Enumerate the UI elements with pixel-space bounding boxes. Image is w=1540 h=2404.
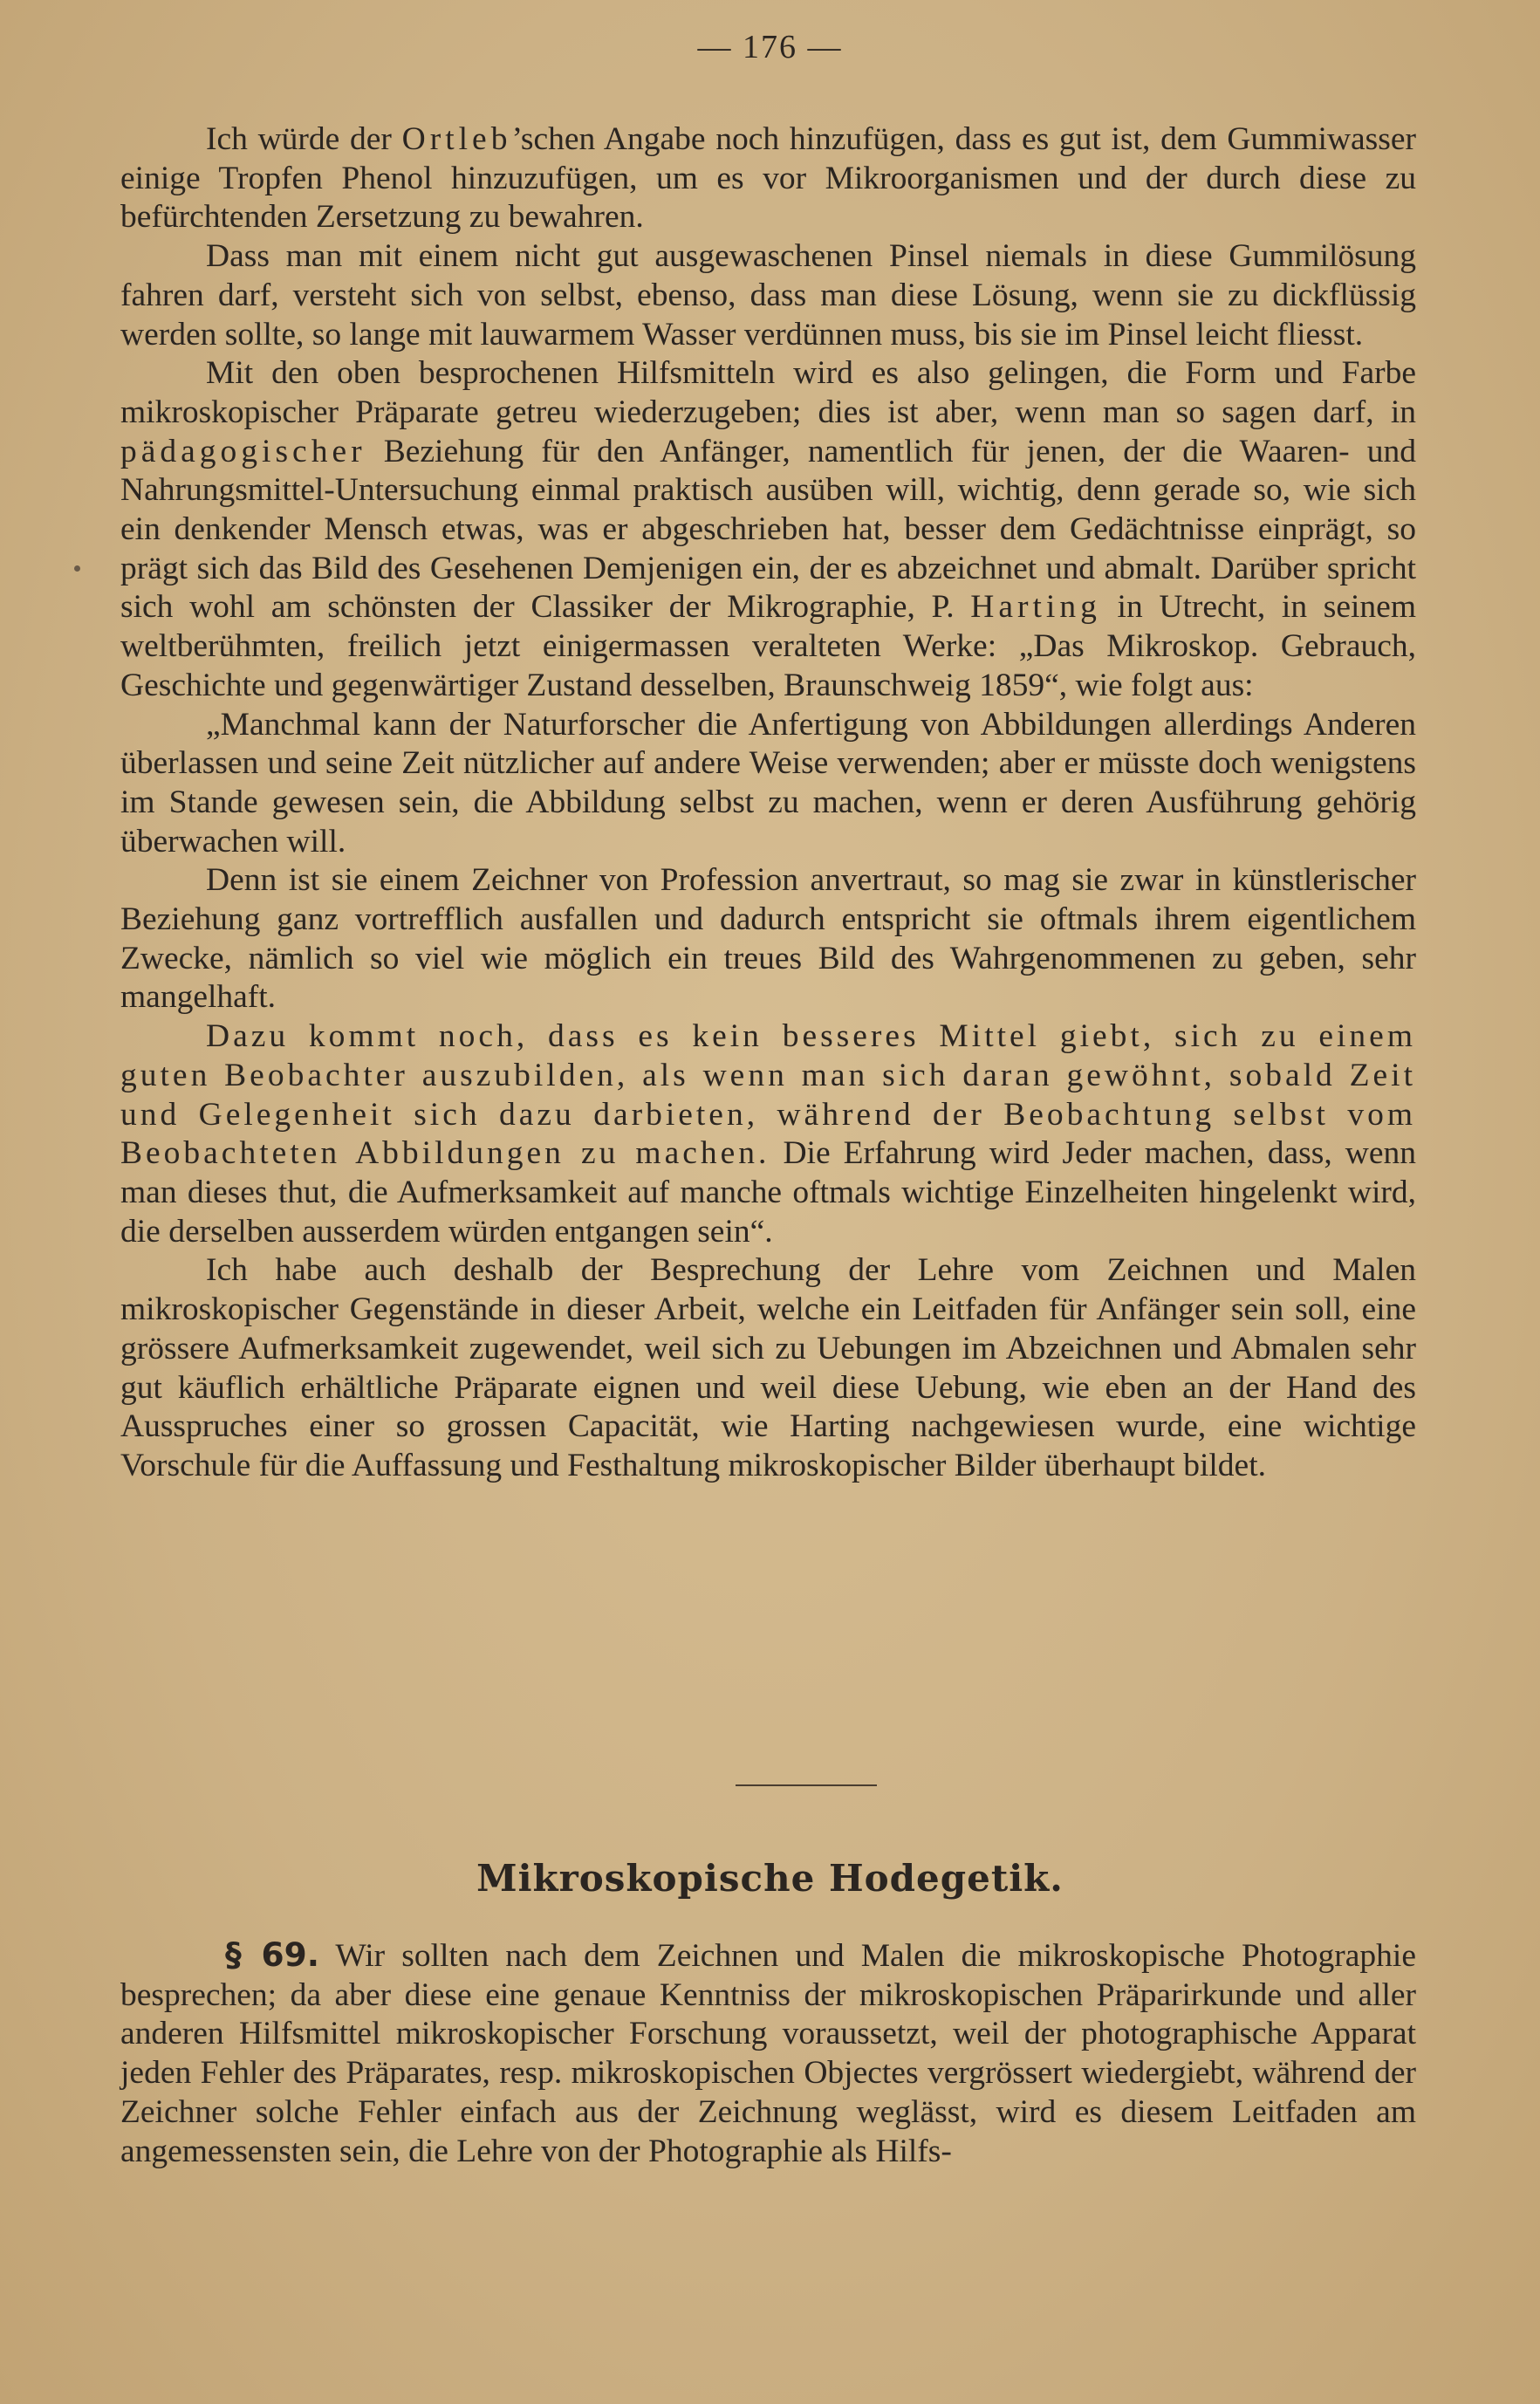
text-run: Wir sollten nach dem Zeichnen und Malen die mikroskopische Photographie besprechen; da aber diese eine genaue Kenntniss der mikroskopischen Präparirkunde und aller anderen Hilfsmittel mikroskopischer Forschung voraussetzt, weil der photographische Apparat jeden Fehler des Präparates, resp. mikroskopischen Objectes vergrössert wiedergiebt, während der Zeichner solche Fehler einfach aus der Zeichnung weglässt, wird es diesem Leitfaden am angemessensten sein, die Lehre von der Photographie als Hilfs- [120, 1938, 1416, 2169]
text-run: Mit den oben besprochenen Hilfsmitteln wird es also gelingen, die Form und Farbe mikroskopischer Präparate getreu wiederzugeben; dies ist aber, wenn man so sagen darf, in [120, 355, 1416, 430]
text-run: Beziehung für den Anfänger, namentlich für jenen, der die Waaren- und Nahrungsmittel-Untersuchung einmal praktisch ausüben will, wichtig, denn gerade so, wie sich ein denkender Mensch etwas, was er abgeschrieben hat, besser dem Gedächtnisse einprägt, so prägt sich das Bild des Gesehenen Demjenigen ein, der es abzeichnet und abmalt. Darüber spricht sich wohl am schönsten der Classiker der Mikrographie, P. [120, 433, 1416, 626]
page-number: — 176 — [697, 29, 843, 65]
quote-paragraph-1: „Manchmal kann der Naturforscher die Anfertigung von Abbildungen allerdings Anderen überlassen und seine Zeit nützlicher auf andere Weise verwenden; aber er müsste doch wenigstens im Stande gewesen sein, die Abbildung selbst zu machen, wenn er deren Ausführung gehörig überwachen will. [120, 706, 1416, 860]
section-heading: Mikroskopische Hodegetik. [476, 1857, 1064, 1900]
margin-mark [74, 565, 80, 572]
paragraph-pedagogy [120, 354, 1416, 705]
quote-paragraph-2: Denn ist sie einem Zeichner von Profession anvertraut, so mag sie zwar in künstlerischer Beziehung ganz vortrefflich ausfallen und dadurch entspricht sie oftmals ihrem eigentlichem Zwecke, nämlich so viel wie möglich ein treues Bild des Wahrgenommenen zu geben, sehr mangelhaft. [120, 862, 1416, 1016]
paragraph-number: § 69. [225, 1935, 319, 1974]
text-run: in Utrecht, in seinem weltberühmten, freilich jetzt einigermassen veralteten Werke: „Das Mikroskop. Gebrauch, Geschichte und gegenwärtiger Zustand desselben, Braunschweig 1859“, wie folgt aus: [120, 589, 1416, 703]
paragraph-brush: Dass man mit einem nicht gut ausgewaschenen Pinsel niemals in diese Gummilösung fahren darf, versteht sich von selbst, ebenso, dass man diese Lösung, wenn sie zu dickflüssig werden sollte, so lange mit lauwarmem Wasser verdünnen muss, bis sie im Pinsel leicht fliesst. [120, 238, 1416, 353]
quote-paragraph-3 [120, 1017, 1416, 1251]
emphasis-paedagogisch: pädagogischer [120, 433, 366, 469]
paragraph-conclusion: Ich habe auch deshalb der Besprechung der Lehre vom Zeichnen und Malen mikroskopischer Gegenstände in dieser Arbeit, welche ein Leitfaden für Anfänger sein soll, eine grössere Aufmerksamkeit zugewendet, weil sich zu Uebungen im Abzeichnen und Abmalen sehr gut käuflich erhältliche Präparate eignen und weil diese Uebung, wie eben an der Hand des Ausspruches einer so grossen Capacität, wie Harting nachgewiesen wurde, eine wichtige Vorschule für die Auffassung und Festhaltung mikroskopischer Bilder überhaupt bildet. [120, 1252, 1416, 1483]
text-run: ’schen Angabe noch hinzufügen, dass es gut ist, dem Gummiwasser einige Tropfen Phenol hinzuzufügen, um es vor Mikroorganismen und der durch diese zu befürchtenden Zersetzung zu bewahren. [120, 121, 1416, 236]
paragraph-ortleb [120, 120, 1416, 237]
text-run: Ich würde der [206, 121, 402, 157]
emphasis-quote: Dazu kommt noch, dass es kein besseres Mittel giebt, sich zu einem guten Beobachter auszubilden, als wenn man sich daran gewöhnt, sobald Zeit und Gelegenheit sich dazu darbieten, während der Beobachtung selbst vom Beobachteten Abbildungen zu machen. [120, 1018, 1416, 1172]
section-body [120, 1935, 1416, 2171]
text-run: Die Erfahrung wird Jeder machen, dass, wenn man dieses thut, die Aufmerksamkeit auf manche oftmals wichtige Einzelheiten hingelenkt wird, die derselben ausserdem würden entgangen sein“. [120, 1135, 1416, 1250]
section-divider [736, 1784, 877, 1786]
author-name-ortleb: Ortleb [401, 121, 512, 157]
body-text [120, 120, 1416, 1486]
paragraph-69 [120, 1935, 1416, 2171]
author-name-harting: Harting [970, 589, 1101, 626]
